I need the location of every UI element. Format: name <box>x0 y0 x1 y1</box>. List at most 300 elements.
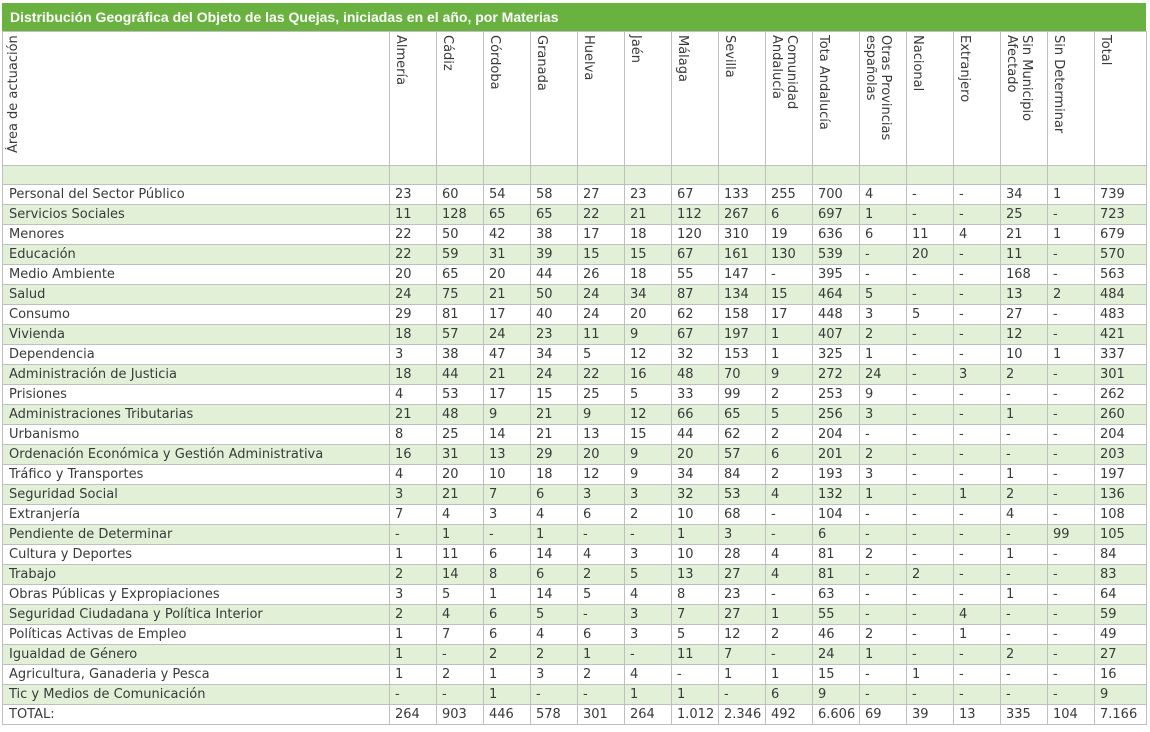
table-cell: - <box>954 565 1001 585</box>
table-cell: - <box>1048 425 1095 445</box>
table-cell: - <box>860 245 907 265</box>
table-cell: 15 <box>625 425 672 445</box>
column-header <box>860 32 907 166</box>
table-cell: 4 <box>531 625 578 645</box>
table-cell: 4 <box>390 465 437 485</box>
total-cell: 39 <box>907 705 954 725</box>
table-cell: 4 <box>625 665 672 685</box>
table-cell: 6 <box>578 505 625 525</box>
table-cell: 5 <box>531 605 578 625</box>
table-cell: - <box>954 425 1001 445</box>
table-cell: 120 <box>672 225 719 245</box>
table-cell: 2 <box>578 665 625 685</box>
spacer-cell <box>437 166 484 185</box>
table-cell: - <box>907 505 954 525</box>
table-cell: 65 <box>531 205 578 225</box>
table-cell: 14 <box>531 545 578 565</box>
row-label: Urbanismo <box>3 425 390 445</box>
table-cell: 128 <box>437 205 484 225</box>
column-header-label: Total <box>1098 35 1113 66</box>
table-cell: 4 <box>766 545 813 565</box>
table-cell: 11 <box>672 645 719 665</box>
table-cell: 421 <box>1095 325 1147 345</box>
total-cell: 446 <box>484 705 531 725</box>
table-cell: 21 <box>390 405 437 425</box>
table-cell: 21 <box>1001 225 1048 245</box>
table-cell: 2 <box>1001 645 1048 665</box>
table-cell: 9 <box>625 325 672 345</box>
table-cell: 9 <box>813 685 860 705</box>
table-cell: 64 <box>1095 585 1147 605</box>
table-cell: 407 <box>813 325 860 345</box>
table-cell: 11 <box>1001 245 1048 265</box>
row-label: Igualdad de Género <box>3 645 390 665</box>
table-cell: 53 <box>437 385 484 405</box>
table-cell: 12 <box>1001 325 1048 345</box>
total-cell: 264 <box>625 705 672 725</box>
table-cell: - <box>1001 565 1048 585</box>
table-cell: - <box>907 485 954 505</box>
total-cell: 903 <box>437 705 484 725</box>
table-cell: 2 <box>1001 365 1048 385</box>
table-cell: 9 <box>578 405 625 425</box>
row-label: Servicios Sociales <box>3 205 390 225</box>
table-cell: 204 <box>813 425 860 445</box>
row-label: Ordenación Económica y Gestión Administrativa <box>3 445 390 465</box>
table-cell: 10 <box>672 505 719 525</box>
table-cell: 23 <box>625 185 672 205</box>
table-row <box>3 245 1147 265</box>
table-cell: 1 <box>1048 225 1095 245</box>
table-cell: 203 <box>1095 445 1147 465</box>
table-cell: - <box>907 365 954 385</box>
table-cell: 14 <box>531 585 578 605</box>
table-cell: 84 <box>719 465 766 485</box>
table-cell: - <box>437 645 484 665</box>
table-cell: - <box>437 685 484 705</box>
table-cell: - <box>907 645 954 665</box>
table-cell: - <box>954 525 1001 545</box>
table-cell: 1 <box>860 345 907 365</box>
table-cell: 81 <box>813 545 860 565</box>
table-cell: - <box>1048 265 1095 285</box>
table-cell: 7 <box>437 625 484 645</box>
row-label: Obras Públicas y Expropiaciones <box>3 585 390 605</box>
column-header-label: Extranjero <box>957 35 972 103</box>
table-cell: - <box>1001 525 1048 545</box>
table-cell: 9 <box>625 445 672 465</box>
column-header-label: Almería <box>393 35 408 86</box>
column-header <box>578 32 625 166</box>
column-header-label: Tota Andalucía <box>816 35 831 130</box>
table-cell: 2 <box>390 605 437 625</box>
row-label: Extranjería <box>3 505 390 525</box>
table-cell: 1 <box>578 645 625 665</box>
table-cell: 57 <box>437 325 484 345</box>
column-header <box>1001 32 1048 166</box>
table-cell: - <box>907 425 954 445</box>
table-cell: 16 <box>625 365 672 385</box>
table-cell: 53 <box>719 485 766 505</box>
table-cell: 301 <box>1095 365 1147 385</box>
table-cell: 9 <box>484 405 531 425</box>
total-cell: 104 <box>1048 705 1095 725</box>
table-cell: - <box>907 405 954 425</box>
row-label: Personal del Sector Público <box>3 185 390 205</box>
table-row <box>3 285 1147 305</box>
table-cell: 253 <box>813 385 860 405</box>
table-cell: - <box>1048 685 1095 705</box>
table-cell: - <box>907 345 954 365</box>
table-cell: 3 <box>719 525 766 545</box>
table-cell: 2 <box>860 625 907 645</box>
table-cell: 6 <box>484 545 531 565</box>
table-cell: - <box>954 585 1001 605</box>
table-cell: - <box>1048 605 1095 625</box>
table-cell: 24 <box>813 645 860 665</box>
table-cell: 1 <box>390 645 437 665</box>
table-row <box>3 425 1147 445</box>
table-cell: 44 <box>437 365 484 385</box>
table-cell: 147 <box>719 265 766 285</box>
table-cell: 67 <box>672 325 719 345</box>
table-cell: - <box>1048 565 1095 585</box>
table-cell: - <box>907 545 954 565</box>
table-cell: 9 <box>860 385 907 405</box>
total-cell: 492 <box>766 705 813 725</box>
table-cell: 68 <box>719 505 766 525</box>
table-cell: 23 <box>531 325 578 345</box>
table-cell: 13 <box>484 445 531 465</box>
table-cell: - <box>1001 605 1048 625</box>
row-label: Vivienda <box>3 325 390 345</box>
table-row <box>3 325 1147 345</box>
table-cell: 2 <box>625 505 672 525</box>
table-cell: 99 <box>719 385 766 405</box>
table-cell: 1 <box>531 525 578 545</box>
table-cell: 4 <box>766 485 813 505</box>
table-cell: 7 <box>484 485 531 505</box>
complaints-table <box>2 31 1147 725</box>
row-label: Trabajo <box>3 565 390 585</box>
table-cell: - <box>907 325 954 345</box>
table-footer <box>3 705 1147 725</box>
table-cell: 34 <box>625 285 672 305</box>
table-cell: 48 <box>437 405 484 425</box>
table-cell: 6 <box>484 625 531 645</box>
table-cell: - <box>954 445 1001 465</box>
table-cell: 84 <box>1095 545 1147 565</box>
table-cell: 105 <box>1095 525 1147 545</box>
table-cell: - <box>907 605 954 625</box>
table-cell: 8 <box>484 565 531 585</box>
row-label: Educación <box>3 245 390 265</box>
total-cell: 13 <box>954 705 1001 725</box>
spacer-cell <box>860 166 907 185</box>
table-cell: - <box>954 465 1001 485</box>
table-cell: 5 <box>907 305 954 325</box>
table-cell: 4 <box>437 505 484 525</box>
table-cell: 9 <box>766 365 813 385</box>
row-label: Administraciones Tributarias <box>3 405 390 425</box>
table-cell: 57 <box>719 445 766 465</box>
column-header <box>954 32 1001 166</box>
table-cell: 28 <box>719 545 766 565</box>
table-cell: 15 <box>813 665 860 685</box>
column-header-label: Comunidad Andalucía <box>769 35 799 110</box>
table-cell: 3 <box>484 505 531 525</box>
table-cell: 7 <box>390 505 437 525</box>
spacer-cell <box>578 166 625 185</box>
table-cell: 22 <box>390 225 437 245</box>
table-cell: 27 <box>719 605 766 625</box>
table-cell: 13 <box>578 425 625 445</box>
table-cell: 325 <box>813 345 860 365</box>
table-row <box>3 625 1147 645</box>
table-cell: 18 <box>531 465 578 485</box>
table-row <box>3 585 1147 605</box>
table-cell: 15 <box>578 245 625 265</box>
table-cell: 112 <box>672 205 719 225</box>
table-cell: 2 <box>1048 285 1095 305</box>
table-cell: 132 <box>813 485 860 505</box>
table-cell: 55 <box>813 605 860 625</box>
table-cell: 24 <box>578 305 625 325</box>
table-cell: - <box>860 525 907 545</box>
table-cell: 12 <box>719 625 766 645</box>
table-cell: - <box>1001 685 1048 705</box>
table-row <box>3 225 1147 245</box>
table-cell: 6 <box>766 445 813 465</box>
table-cell: 3 <box>860 465 907 485</box>
table-cell: 63 <box>813 585 860 605</box>
table-cell: 448 <box>813 305 860 325</box>
table-cell: - <box>954 245 1001 265</box>
table-cell: - <box>907 445 954 465</box>
row-label: Salud <box>3 285 390 305</box>
spacer-cell <box>1048 166 1095 185</box>
table-cell: 58 <box>531 185 578 205</box>
table-cell: - <box>1048 545 1095 565</box>
table-cell: 12 <box>625 345 672 365</box>
table-cell: 34 <box>531 345 578 365</box>
table-cell: - <box>954 645 1001 665</box>
table-cell: 25 <box>437 425 484 445</box>
table-cell: 5 <box>437 585 484 605</box>
table-cell: 1 <box>1048 185 1095 205</box>
table-cell: - <box>907 265 954 285</box>
table-row <box>3 185 1147 205</box>
table-cell: 1 <box>1001 405 1048 425</box>
table-cell: 395 <box>813 265 860 285</box>
table-row <box>3 685 1147 705</box>
table-cell: 272 <box>813 365 860 385</box>
row-label: Tráfico y Transportes <box>3 465 390 485</box>
table-cell: 1 <box>672 685 719 705</box>
table-cell: - <box>954 285 1001 305</box>
table-cell: 24 <box>578 285 625 305</box>
table-row <box>3 305 1147 325</box>
total-label: TOTAL: <box>3 705 390 725</box>
table-cell: 539 <box>813 245 860 265</box>
total-cell: 2.346 <box>719 705 766 725</box>
table-cell: 29 <box>531 445 578 465</box>
table-cell: 26 <box>578 265 625 285</box>
table-cell: - <box>1048 405 1095 425</box>
total-cell: 1.012 <box>672 705 719 725</box>
column-header <box>390 32 437 166</box>
table-cell: 20 <box>437 465 484 485</box>
spacer-cell <box>766 166 813 185</box>
row-label: Cultura y Deportes <box>3 545 390 565</box>
table-cell: 27 <box>719 565 766 585</box>
total-cell: 301 <box>578 705 625 725</box>
table-cell: - <box>907 285 954 305</box>
table-cell: 262 <box>1095 385 1147 405</box>
table-cell: - <box>860 665 907 685</box>
column-header <box>1095 32 1147 166</box>
table-cell: 2 <box>860 445 907 465</box>
table-cell: 59 <box>1095 605 1147 625</box>
table-cell: - <box>954 345 1001 365</box>
table-cell: - <box>907 205 954 225</box>
table-cell: 5 <box>578 585 625 605</box>
table-cell: - <box>766 505 813 525</box>
row-label: Consumo <box>3 305 390 325</box>
table-cell: - <box>1001 445 1048 465</box>
table-cell: 23 <box>390 185 437 205</box>
table-row <box>3 385 1147 405</box>
table-cell: 1 <box>625 685 672 705</box>
table-cell: 32 <box>672 485 719 505</box>
table-cell: 267 <box>719 205 766 225</box>
table-cell: 38 <box>437 345 484 365</box>
table-cell: 483 <box>1095 305 1147 325</box>
table-cell: - <box>1048 585 1095 605</box>
table-cell: 17 <box>484 385 531 405</box>
table-cell: 197 <box>1095 465 1147 485</box>
table-cell: 13 <box>672 565 719 585</box>
table-cell: 134 <box>719 285 766 305</box>
row-label: Seguridad Social <box>3 485 390 505</box>
table-cell: 10 <box>1001 345 1048 365</box>
table-row <box>3 205 1147 225</box>
table-cell: - <box>578 525 625 545</box>
table-cell: 739 <box>1095 185 1147 205</box>
table-cell: - <box>860 605 907 625</box>
table-cell: 1 <box>437 525 484 545</box>
table-cell: 20 <box>484 265 531 285</box>
table-cell: 83 <box>1095 565 1147 585</box>
table-row <box>3 405 1147 425</box>
table-cell: 679 <box>1095 225 1147 245</box>
spacer-cell <box>390 166 437 185</box>
table-cell: - <box>719 685 766 705</box>
table-cell: - <box>1001 665 1048 685</box>
row-label: Menores <box>3 225 390 245</box>
table-cell: 15 <box>531 385 578 405</box>
table-cell: 1 <box>907 665 954 685</box>
table-cell: 168 <box>1001 265 1048 285</box>
table-cell: 3 <box>625 485 672 505</box>
row-label: Pendiente de Determinar <box>3 525 390 545</box>
row-label: Agricultura, Ganaderia y Pesca <box>3 665 390 685</box>
column-header-label: Granada <box>534 35 549 91</box>
table-row <box>3 545 1147 565</box>
table-cell: 8 <box>390 425 437 445</box>
table-cell: - <box>860 585 907 605</box>
table-row <box>3 445 1147 465</box>
spacer-cell <box>719 166 766 185</box>
table-cell: 20 <box>907 245 954 265</box>
table-cell: 33 <box>672 385 719 405</box>
table-cell: 14 <box>437 565 484 585</box>
column-header <box>1048 32 1095 166</box>
table-cell: - <box>954 405 1001 425</box>
table-cell: 2 <box>860 545 907 565</box>
table-cell: 20 <box>672 445 719 465</box>
table-cell: 1 <box>860 485 907 505</box>
table-row <box>3 665 1147 685</box>
table-cell: 4 <box>954 225 1001 245</box>
table-cell: 2 <box>907 565 954 585</box>
table-cell: 25 <box>1001 205 1048 225</box>
table-cell: - <box>954 665 1001 685</box>
table-row <box>3 645 1147 665</box>
table-cell: 3 <box>390 345 437 365</box>
table-cell: 193 <box>813 465 860 485</box>
column-header-label: Sin Determinar <box>1051 35 1066 134</box>
table-cell: 1 <box>484 585 531 605</box>
column-header-label: Jaén <box>628 35 643 64</box>
table-cell: 2 <box>531 645 578 665</box>
table-cell: - <box>954 185 1001 205</box>
table-cell: - <box>1048 505 1095 525</box>
table-cell: - <box>954 505 1001 525</box>
table-cell: 18 <box>625 265 672 285</box>
table-cell: 21 <box>531 425 578 445</box>
table-cell: 21 <box>437 485 484 505</box>
column-header-area <box>3 32 390 166</box>
table-cell: 133 <box>719 185 766 205</box>
table-cell: 5 <box>766 405 813 425</box>
table-cell: 1 <box>766 665 813 685</box>
table-cell: - <box>390 685 437 705</box>
table-cell: 50 <box>531 285 578 305</box>
table-cell: 6 <box>578 625 625 645</box>
row-label: Tic y Medios de Comunicación <box>3 685 390 705</box>
table-cell: - <box>484 525 531 545</box>
table-cell: 636 <box>813 225 860 245</box>
table-cell: 24 <box>484 325 531 345</box>
table-cell: 697 <box>813 205 860 225</box>
table-cell: 14 <box>484 425 531 445</box>
table-cell: 6 <box>484 605 531 625</box>
table-cell: 34 <box>672 465 719 485</box>
table-cell: 700 <box>813 185 860 205</box>
table-cell: 11 <box>390 205 437 225</box>
table-cell: 108 <box>1095 505 1147 525</box>
table-row <box>3 485 1147 505</box>
table-cell: 1 <box>860 645 907 665</box>
table-cell: - <box>907 625 954 645</box>
table-cell: 27 <box>1095 645 1147 665</box>
table-cell: 31 <box>437 445 484 465</box>
spacer-cell <box>1001 166 1048 185</box>
column-header <box>625 32 672 166</box>
table-cell: 17 <box>578 225 625 245</box>
table-cell: 5 <box>625 565 672 585</box>
